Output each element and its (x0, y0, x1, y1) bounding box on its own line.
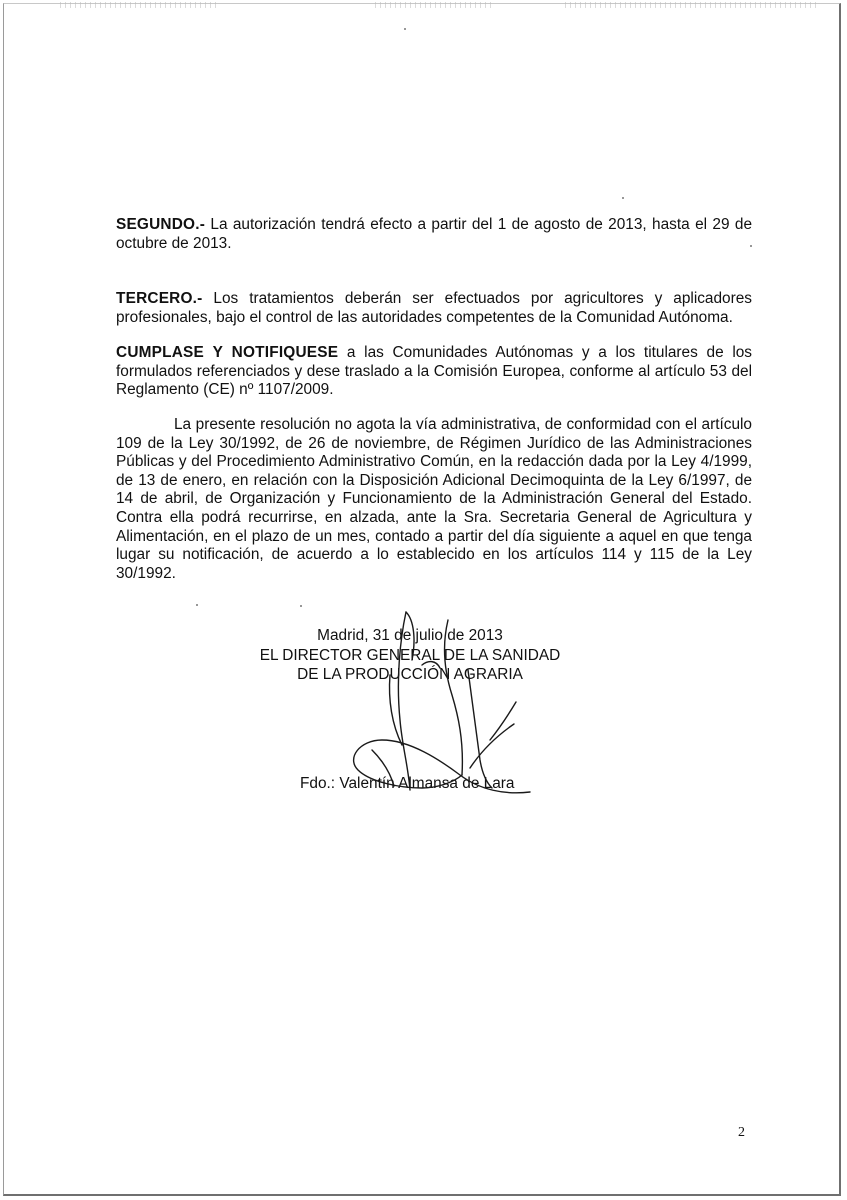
speck-4 (300, 605, 302, 607)
cumplase-heading: CUMPLASE Y NOTIFIQUESE (116, 344, 339, 361)
cumplase-paragraph (116, 344, 752, 400)
page-number: 2 (738, 1125, 745, 1140)
recurso-paragraph: La presente resolución no agota la vía administrativa, de conformidad con el artículo 109 de la Ley 30/1992, de 26 de noviembre, de Régimen Jurídico de las Administraciones Públicas y del Procedimiento Administrativo Común, en la redacción dada por la Ley 4/1999, de 13 de enero, en relación con la Disposición Adicional Decimoquinta de la Ley 6/1997, de 14 de abril, de Organización y Funcionamiento de la Administración General del Estado. Contra ella podrá recurrirse, en alzada, ante la Sra. Secretaria General de Agricultura y Alimentación, en el plazo de un mes, contado a partir del día siguiente a aquel en que tenga lugar su notificación, de acuerdo a lo establecido en los artículos 114 y 115 de la Ley 30/1992. (116, 416, 752, 582)
speck-1 (622, 197, 624, 199)
scan-noise-top-left (60, 2, 220, 8)
cumplase-text: a las Comunidades Autónomas y a los titulares de los formulados referenciados y dese traslado a la Comisión Europea, conforme al artículo 53 del Reglamento (CE) nº 1107/2009. (116, 344, 752, 399)
page-frame (3, 3, 841, 1196)
signed-by: Fdo.: Valentín Almansa de Lara (300, 775, 515, 792)
segundo-text: La autorización tendrá efecto a partir del 1 de agosto de 2013, hasta el 29 de octubre de 2013. (116, 216, 752, 252)
signature-block (240, 627, 580, 797)
tercero-text: Los tratamientos deberán ser efectuados por agricultores y aplicadores profesionales, bajo el control de las autoridades competentes de la Comunidad Autónoma. (116, 290, 752, 326)
speck-5 (404, 28, 406, 30)
scan-noise-top-center (375, 2, 495, 8)
speck-3 (196, 604, 198, 606)
scan-noise-top-right (565, 2, 820, 8)
signer-title-line-2: DE LA PRODUCCIÓN AGRARIA (297, 666, 523, 683)
segundo-heading: SEGUNDO.- (116, 216, 206, 233)
tercero-paragraph (116, 290, 752, 327)
place-date: Madrid, 31 de julio de 2013 (317, 627, 503, 644)
segundo-paragraph (116, 216, 752, 253)
signer-title-line-1: EL DIRECTOR GENERAL DE LA SANIDAD (259, 647, 561, 664)
tercero-heading: TERCERO.- (116, 290, 203, 307)
speck-2 (750, 245, 752, 247)
